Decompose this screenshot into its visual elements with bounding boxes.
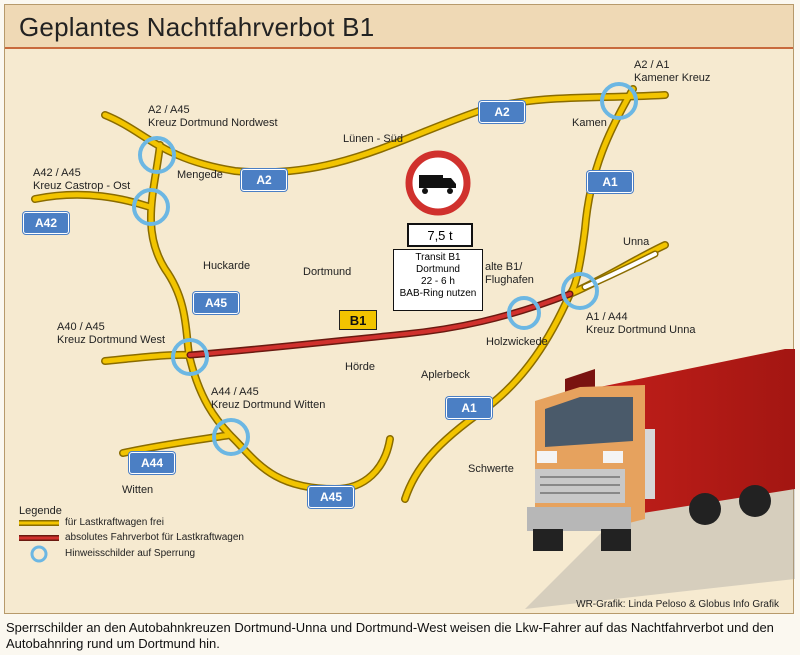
label-witten: Witten: [122, 484, 154, 496]
title-bar: [5, 5, 793, 49]
weight-limit-sign: 7,5 t: [407, 223, 473, 247]
map-title: Geplantes Nachtfahrverbot B1: [19, 12, 375, 42]
label-huckarde: Huckarde: [203, 260, 251, 272]
shield-a2-top: A2: [479, 101, 525, 123]
legend-item-signs: Hinweisschilder auf Sperrung: [65, 548, 196, 559]
label-aplerbeck: Aplerbeck: [421, 369, 470, 381]
legend-item-free: für Lastkraftwagen frei: [65, 517, 164, 528]
no-truck-sign-icon: [409, 154, 467, 212]
label-schwerte: Schwerte: [468, 463, 514, 475]
legend-swatches: [19, 523, 59, 561]
label-unna: Unna: [623, 236, 650, 248]
map-figure: [4, 4, 794, 614]
label-kreuz-unna: A1 / A44 Kreuz Dortmund Unna: [586, 311, 696, 336]
label-kreuz-witten: A44 / A45 Kreuz Dortmund Witten: [211, 386, 326, 411]
label-alte-b1: alte B1/ Flughafen: [485, 261, 534, 286]
shield-b1: B1: [339, 310, 377, 330]
label-mengede: Mengede: [177, 169, 223, 181]
shield-a42: A42: [23, 212, 69, 234]
transit-info-sign: [393, 249, 483, 311]
label-lunen: Lünen - Süd: [343, 133, 403, 145]
shield-a45-bottom: A45: [308, 486, 354, 508]
truck-illustration-icon: [525, 349, 795, 609]
label-holzwickede: Holzwickede: [486, 336, 548, 348]
shield-a45-mid: A45: [193, 292, 239, 314]
caption: Sperrschilder an den Autobahnkreuzen Dortmund-Unna und Dortmund-West weisen die Lkw-Fahrer auf das Nachtfahrverbot und den Autobahnring rund um Dortmund hin.: [6, 620, 774, 651]
label-dortmund: Dortmund: [303, 266, 352, 278]
shield-a2-mid: A2: [241, 169, 287, 191]
shield-a44: A44: [129, 452, 175, 474]
shield-a1-top: A1: [587, 171, 633, 193]
shield-a1-bottom: A1: [446, 397, 492, 419]
label-kreuz-west: A40 / A45 Kreuz Dortmund West: [57, 321, 166, 346]
transit-line: Dortmund: [416, 264, 460, 275]
legend-title: Legende: [19, 505, 62, 517]
credit-line: WR-Grafik: Linda Peloso & Globus Info Grafik: [576, 599, 779, 610]
label-kamen: Kamen: [572, 117, 607, 129]
transit-line: Transit B1: [415, 252, 461, 263]
transit-line: 22 - 6 h: [421, 276, 455, 287]
label-kreuz-castrop: A42 / A45 Kreuz Castrop - Ost: [33, 167, 131, 192]
legend-item-ban: absolutes Fahrverbot für Lastkraftwagen: [65, 532, 244, 543]
label-horde: Hörde: [345, 361, 375, 373]
transit-line: BAB-Ring nutzen: [399, 288, 477, 299]
label-kreuz-nordwest: A2 / A45 Kreuz Dortmund Nordwest: [148, 104, 278, 129]
label-kamener-kreuz: A2 / A1 Kamener Kreuz: [634, 59, 711, 84]
